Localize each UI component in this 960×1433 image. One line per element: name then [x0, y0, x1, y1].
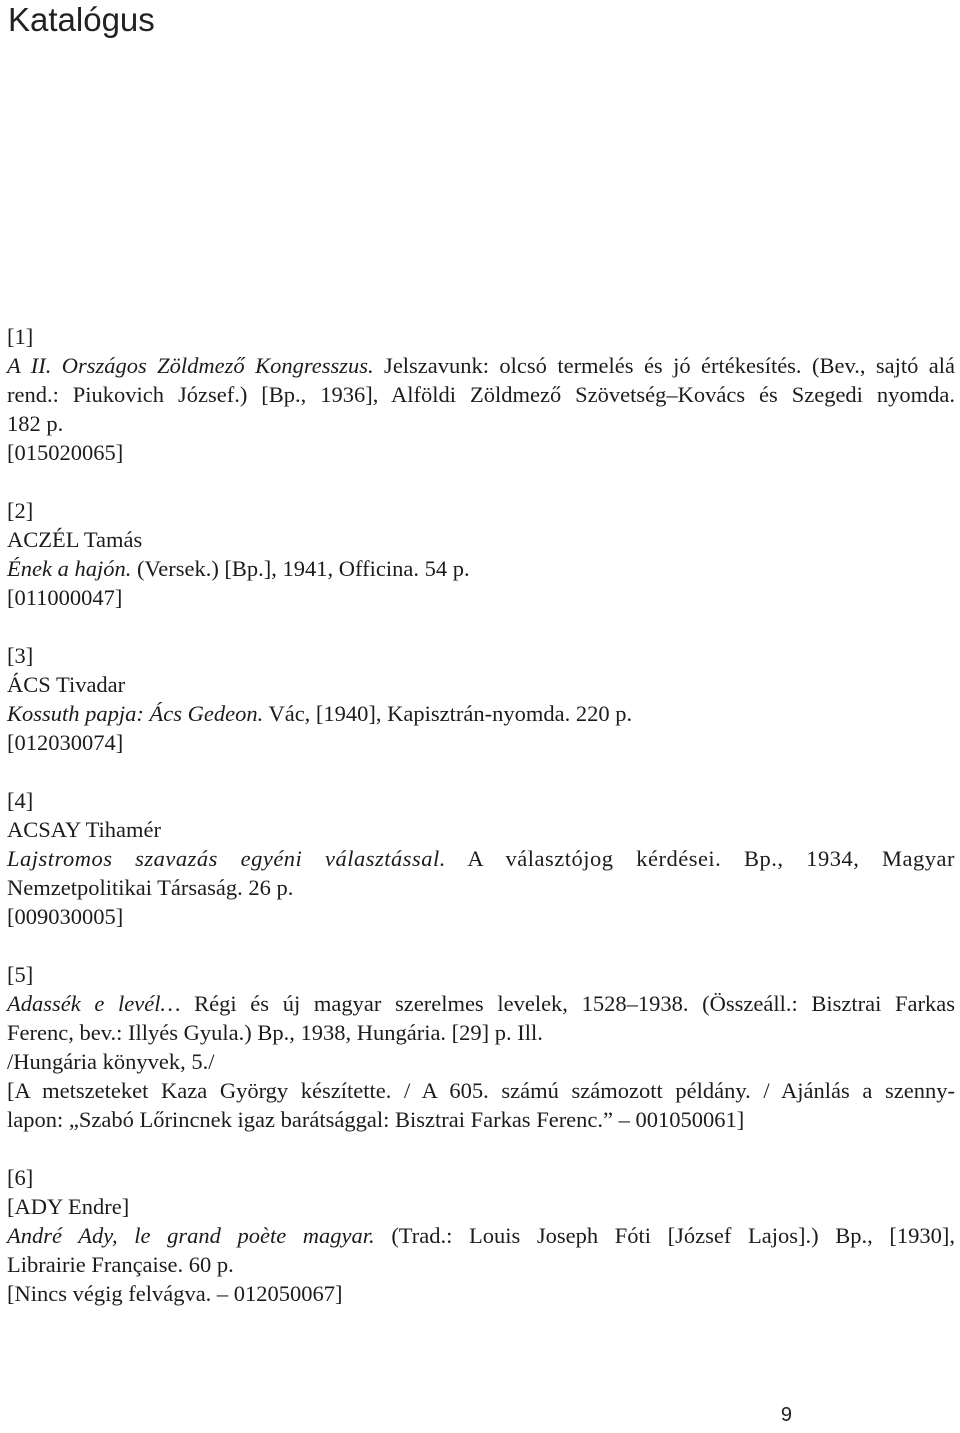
catalog-entries [7, 322, 955, 1337]
entry-title: A II. Országos Zöldmező Kongresszus. [7, 353, 374, 378]
entry-description-line: rend.: Piukovich József.) [Bp., 1936], Alföldi Zöldmező Szövetség–Kovács és Szegedi nyomda. [7, 382, 955, 407]
entry-description: A választójog kérdései. Bp., 1934, Magyar [445, 846, 955, 871]
entry-title: Kossuth papja: Ács Gedeon. [7, 701, 264, 726]
catalog-entry-1 [7, 322, 955, 467]
entry-identifier: [009030005] [7, 904, 124, 929]
entry-number: [1] [7, 324, 34, 349]
entry-description-line [7, 554, 955, 583]
entry-author: ACSAY Tihamér [7, 817, 162, 842]
entry-description-line [7, 351, 955, 380]
entry-description-line [7, 989, 955, 1018]
catalog-entry-5 [7, 960, 955, 1134]
entry-publisher: Nemzetpolitikai Társaság. 26 p. [7, 875, 294, 900]
page-number: 9 [780, 1404, 792, 1426]
entry-description-line [7, 1221, 955, 1250]
entry-title: Lajstromos szavazás egyéni választással. [7, 846, 446, 871]
entry-note: [A metszeteket Kaza György készítette. / A 605. számú számozott példány. / Ajánlás a szenny- [7, 1078, 955, 1103]
entry-number: [3] [7, 643, 34, 668]
catalog-entry-4 [7, 786, 955, 931]
entry-description: (Trad.: Louis Joseph Fóti [József Lajos].) Bp., [1930], [374, 1223, 955, 1248]
entry-description-line [7, 699, 955, 728]
entry-publisher: Librairie Française. 60 p. [7, 1252, 234, 1277]
page-title: Katalógus [8, 1, 155, 38]
entry-number: [4] [7, 788, 34, 813]
entry-series: /Hungária könyvek, 5./ [7, 1049, 215, 1074]
entry-author: ÁCS Tivadar [7, 672, 126, 697]
entry-extent: 182 p. [7, 411, 64, 436]
entry-author: [ADY Endre] [7, 1194, 130, 1219]
entry-identifier: [012030074] [7, 730, 124, 755]
entry-description: (Versek.) [Bp.], 1941, Officina. 54 p. [131, 556, 470, 581]
entry-number: [2] [7, 498, 34, 523]
catalog-entry-2 [7, 496, 955, 612]
entry-description: Jelszavunk: olcsó termelés és jó értékesítés. (Bev., sajtó alá [373, 353, 956, 378]
entry-identifier: [015020065] [7, 440, 124, 465]
entry-number: [6] [7, 1165, 34, 1190]
entry-identifier: [011000047] [7, 585, 123, 610]
entry-description: Régi és új magyar szerelmes levelek, 1528–1938. (Összeáll.: Bisztrai Farkas [180, 991, 955, 1016]
entry-note: [Nincs végig felvágva. – 012050067] [7, 1281, 343, 1306]
entry-title: Adassék e levél… [7, 991, 181, 1016]
entry-description: Vác, [1940], Kapisztrán-nyomda. 220 p. [263, 701, 633, 726]
catalog-entry-3 [7, 641, 955, 757]
entry-title: André Ady, le grand poète magyar. [7, 1223, 375, 1248]
entry-title: Ének a hajón. [7, 556, 132, 581]
entry-note: lapon: „Szabó Lőrincnek igaz barátsággal: Bisztrai Farkas Ferenc.” – 001050061] [7, 1107, 745, 1132]
catalog-entry-6 [7, 1163, 955, 1308]
entry-author: ACZÉL Tamás [7, 527, 143, 552]
entry-description-line [7, 844, 955, 873]
entry-description-line: Ferenc, bev.: Illyés Gyula.) Bp., 1938, Hungária. [29] p. Ill. [7, 1020, 543, 1045]
entry-number: [5] [7, 962, 34, 987]
